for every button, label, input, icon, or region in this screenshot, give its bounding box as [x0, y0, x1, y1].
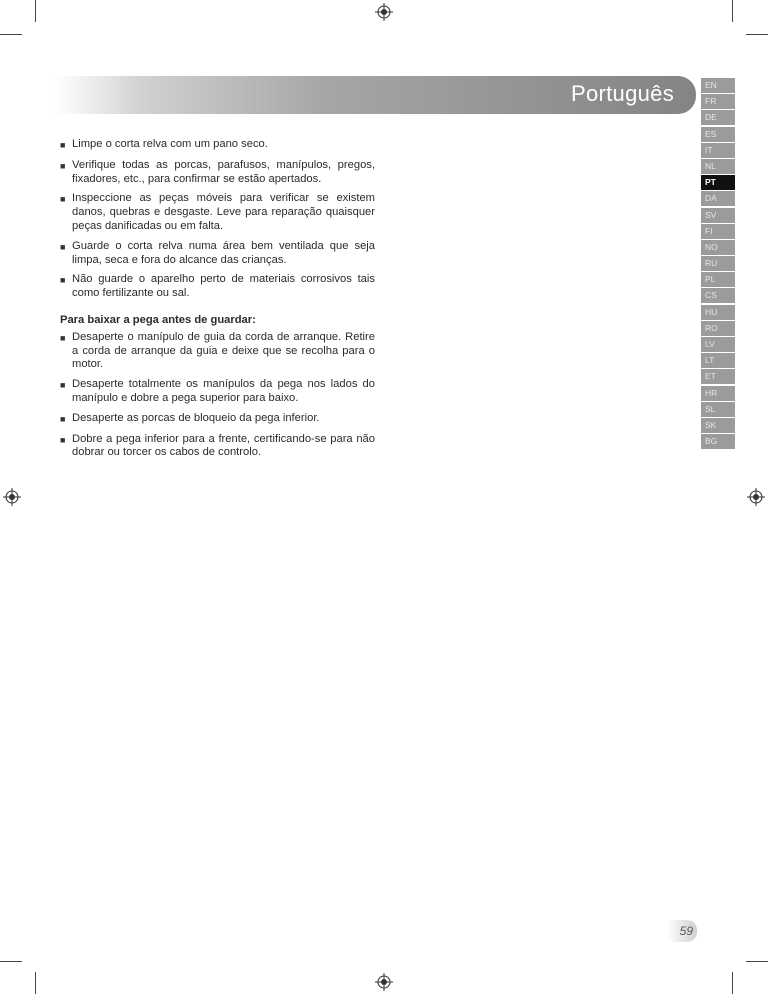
crop-mark: [746, 34, 768, 35]
language-tab-no[interactable]: NO: [701, 240, 735, 255]
language-tab-sl[interactable]: SL: [701, 402, 735, 417]
language-tab-lv[interactable]: LV: [701, 337, 735, 352]
language-tab-pt[interactable]: PT: [701, 175, 735, 190]
crop-mark: [746, 961, 768, 962]
list-item: [60, 378, 375, 406]
language-tab-it[interactable]: IT: [701, 143, 735, 158]
list-item: [60, 138, 375, 153]
bullet-icon: ■: [60, 434, 66, 445]
registration-mark-icon: [375, 3, 393, 21]
list-item-text: Não guarde o aparelho perto de materiais corrosivos tais como fertilizante ou sal.: [72, 273, 375, 300]
language-tab-cs[interactable]: CS: [701, 288, 735, 303]
list-item: [60, 273, 375, 301]
language-tabs: [701, 78, 735, 450]
language-tab-hu[interactable]: HU: [701, 305, 735, 320]
list-item: [60, 192, 375, 233]
list-item: [60, 159, 375, 187]
registration-mark-icon: [747, 488, 765, 506]
language-tab-pl[interactable]: PL: [701, 272, 735, 287]
bullet-icon: ■: [60, 380, 66, 391]
list-item-text: Inspeccione as peças móveis para verificar se existem danos, quebras e desgaste. Leve para reparação quaisquer peças danificadas ou em falta.: [72, 192, 375, 232]
page-title: Português: [571, 81, 674, 106]
header-bar: [55, 76, 696, 114]
list-item: [60, 412, 375, 427]
list-item: [60, 240, 375, 268]
language-tab-sk[interactable]: SK: [701, 418, 735, 433]
list-item-text: Desaperte o manípulo de guia da corda de arranque. Retire a corda de arranque da guia e deixe que se recolha para o motor.: [72, 330, 375, 371]
bullet-icon: ■: [60, 275, 66, 286]
crop-mark: [0, 961, 22, 962]
list-item-text: Guarde o corta relva numa área bem ventilada que seja limpa, seca e fora do alcance das crianças.: [72, 239, 375, 266]
language-tab-bg[interactable]: BG: [701, 434, 735, 449]
language-tab-ro[interactable]: RO: [701, 321, 735, 336]
language-tab-ru[interactable]: RU: [701, 256, 735, 271]
care-list: [60, 138, 375, 301]
registration-mark-icon: [3, 488, 21, 506]
bullet-icon: ■: [60, 332, 66, 343]
list-item-text: Desaperte as porcas de bloqueio da pega inferior.: [72, 411, 320, 424]
bullet-icon: ■: [60, 413, 66, 424]
bullet-icon: ■: [60, 194, 66, 205]
language-tab-es[interactable]: ES: [701, 127, 735, 142]
crop-mark: [732, 972, 733, 994]
crop-mark: [35, 972, 36, 994]
bullet-icon: ■: [60, 140, 66, 150]
section-heading: Para baixar a pega antes de guardar:: [60, 313, 256, 326]
list-item-text: Desaperte totalmente os manípulos da pega nos lados do manípulo e dobre a pega superior para baixo.: [72, 378, 375, 404]
language-tab-lt[interactable]: LT: [701, 353, 735, 368]
handle-steps-list: [60, 331, 375, 460]
language-tab-de[interactable]: DE: [701, 110, 735, 125]
language-tab-fi[interactable]: FI: [701, 224, 735, 239]
crop-mark: [35, 0, 36, 22]
list-item-text: Verifique todas as porcas, parafusos, manípulos, pregos, fixadores, etc., para confirmar se estão apertados.: [72, 158, 375, 185]
page-number: 59: [667, 920, 697, 942]
registration-mark-icon: [375, 973, 393, 991]
language-tab-da[interactable]: DA: [701, 191, 735, 206]
language-tab-et[interactable]: ET: [701, 369, 735, 384]
crop-mark: [732, 0, 733, 22]
content: [60, 138, 375, 466]
bullet-icon: ■: [60, 241, 66, 252]
bullet-icon: ■: [60, 160, 66, 171]
language-tab-fr[interactable]: FR: [701, 94, 735, 109]
list-item-text: Limpe o corta relva com um pano seco.: [72, 138, 268, 150]
language-tab-hr[interactable]: HR: [701, 386, 735, 401]
language-tab-nl[interactable]: NL: [701, 159, 735, 174]
crop-mark: [0, 34, 22, 35]
list-item-text: Dobre a pega inferior para a frente, certificando-se para não dobrar ou torcer os cabos de controlo.: [72, 432, 375, 459]
list-item: [60, 433, 375, 461]
language-tab-en[interactable]: EN: [701, 78, 735, 93]
language-tab-sv[interactable]: SV: [701, 208, 735, 223]
list-item: [60, 331, 375, 372]
